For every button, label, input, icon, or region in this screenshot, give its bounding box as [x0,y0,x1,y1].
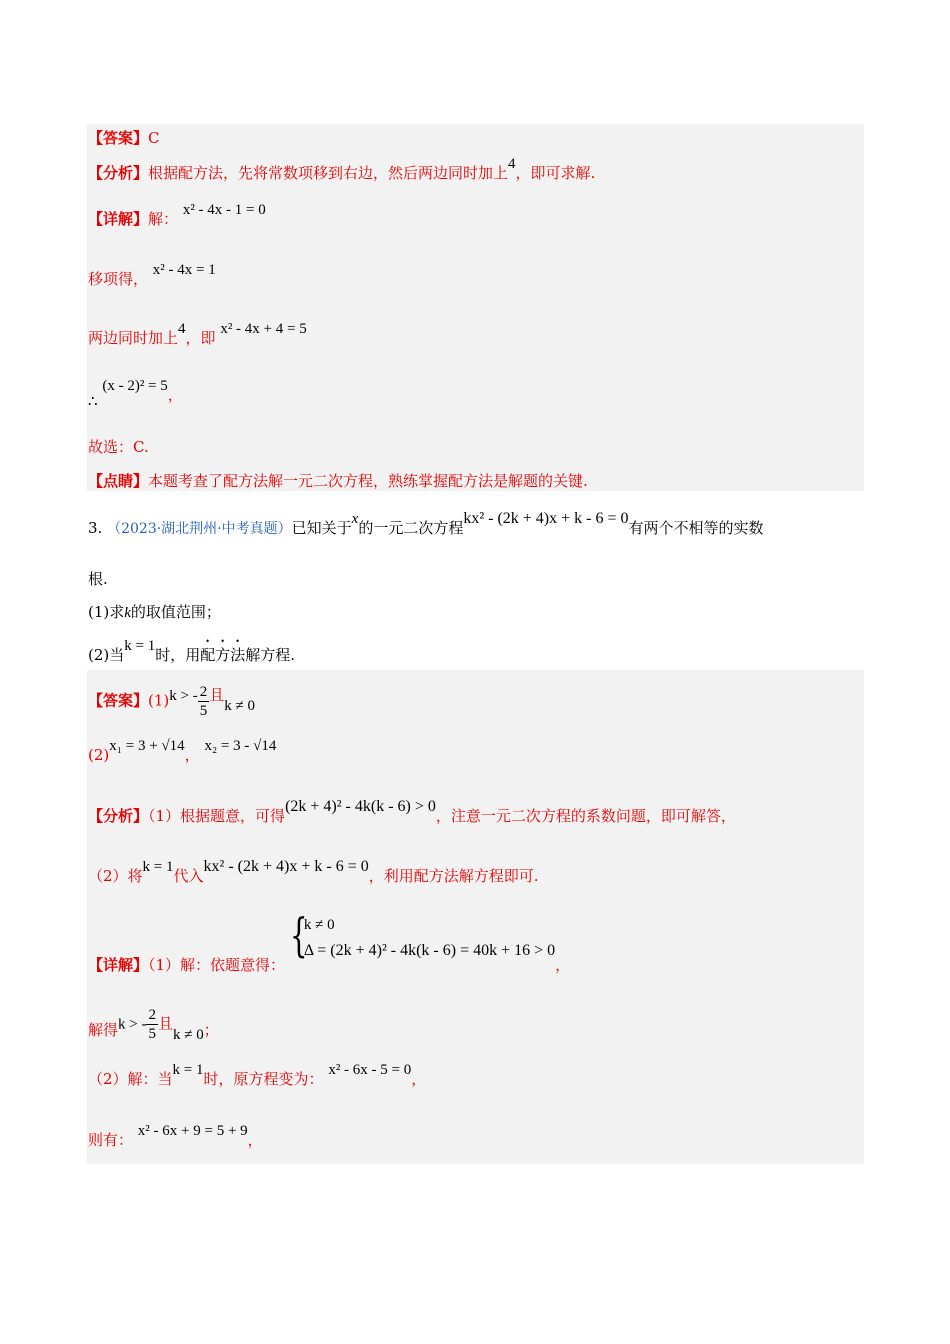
detail-2-line-3 [88,1123,263,1151]
answer-2-fraction [198,683,210,720]
question-3-part-2 [88,637,295,666]
analysis-2-text-a: （1）根据题意，可得 [148,807,286,825]
equation-5: x² - 6x - 5 = 0 [328,1062,412,1078]
detail-2-sub-lead: （2）解：当 [88,1070,173,1088]
question-3-stem [88,510,764,539]
analysis-2-equation: kx² - (2k + 4)x + k - 6 = 0 [203,858,369,875]
answer-line [88,128,160,148]
solve-end: ； [203,1020,219,1039]
detail-2-condition: k = 1 [172,1062,204,1078]
step-add-number: 4 [178,321,186,337]
analysis-text-end: ，即可求解. [515,164,596,182]
answer-2-line [88,683,255,720]
detail-line [88,202,266,230]
question-text-d: 根. [88,570,108,588]
solve-denominator: 5 [148,1026,156,1042]
analysis-2-substitution: k = 1 [142,859,174,875]
equation-6: x² - 6x + 9 = 5 + 9 [137,1123,248,1139]
analysis-2-text-b: ，注意一元二次方程的系数问题，即可解答， [435,807,736,825]
fraction-numerator: 2 [199,684,208,700]
detail-2-text: （1）解：依题意得： [148,956,286,974]
question-text-c: 有两个不相等的实数 [628,519,764,537]
question-3-part-1 [88,602,221,623]
analysis-2-sub-end: ，利用配方法解方程即可. [368,867,539,885]
solve-lead: 解得 [88,1020,119,1039]
choice-line [88,437,149,457]
system-brace: { [289,908,308,962]
detail-lead: 解： [148,210,179,228]
part2-condition: k = 1 [124,638,156,654]
part1-lead: (1)求 [88,603,125,621]
answer-2-roots [88,738,277,766]
detail-tag: 【详解】 [88,210,149,228]
analysis-2-expression: (2k + 4)² - 4k(k - 6) > 0 [285,798,436,815]
solve-numerator: 2 [148,1007,156,1023]
equation-6-comma: ， [247,1131,263,1149]
analysis-text: 根据配方法，先将常数项移到右边，然后两边同时加上 [148,164,509,182]
step-move-lead: 移项得， [88,270,149,288]
analysis-2-sub-lead: （2）将 [88,867,143,885]
part2-emphasis: 配方法 [200,646,246,664]
analysis-number: 4 [508,156,516,172]
part2-text-end: 解方程. [245,646,296,664]
question-number: 3. [88,519,103,537]
fraction-denominator: 5 [199,703,208,719]
part2-lead: (2)当 [88,646,125,664]
solve-inequality: k > - [118,1016,147,1033]
step-add-lead: 两边同时加上 [88,329,179,347]
comment-text: 本题考查了配方法解一元二次方程，熟练掌握配方法是解题的关键. [148,472,588,490]
solve-condition: k ≠ 0 [173,1026,204,1043]
answer-2-part1-lead: (1) [148,691,170,710]
equation-1: x² - 4x - 1 = 0 [182,202,266,218]
question-var-x: x [351,511,359,527]
equation-4: (x - 2)² = 5 [102,378,168,394]
analysis-2-sub-text: 代入 [173,867,204,885]
detail-2-tag: 【详解】 [88,956,149,974]
system-comma: ， [555,956,571,974]
equation-5-comma: ， [411,1070,427,1088]
analysis-2-tag: 【分析】 [88,807,149,825]
answer-2-and: 且 [209,685,225,704]
solve-fraction [146,1006,158,1043]
equation-system [289,908,556,964]
comment-tag: 【点睛】 [88,472,149,490]
equation-4-comma: ， [167,386,183,404]
comment-line [88,471,588,491]
answer-value: C [148,129,160,147]
choice-text: 故选：C. [88,438,149,456]
step-therefore [88,378,183,410]
detail-3-lead: 则有： [88,1131,134,1149]
question-source: （2023·湖北荆州·中考真题） [107,521,292,537]
root-1: x₁ = 3 + √14 [109,738,185,754]
analysis-2-line-1 [88,798,736,827]
root-separator: ， [184,746,200,764]
therefore-symbol: ∴ [88,394,98,410]
question-equation: kx² - (2k + 4)x + k - 6 = 0 [463,510,629,527]
answer-tag: 【答案】 [88,129,149,147]
answer-2-part2-lead: (2) [88,746,110,764]
system-line-1: k ≠ 0 [303,917,335,933]
solve-line [88,1006,219,1043]
answer-2-condition: k ≠ 0 [224,697,255,714]
answer-2-tag: 【答案】 [88,691,149,710]
question-3-stem-end [88,569,108,589]
system-line-2: Δ = (2k + 4)² - 4k(k - 6) = 40k + 16 > 0 [303,942,556,959]
answer-2-inequality: k > - [169,687,198,704]
root-2: x₂ = 3 - √14 [204,738,277,754]
step-add-mid: ，即 [185,329,216,347]
analysis-2-line-2 [88,858,539,887]
step-add-both-sides [88,321,307,349]
equation-2: x² - 4x = 1 [152,262,216,278]
part1-var: k [124,605,131,621]
question-text-a: 已知关于 [291,519,352,537]
step-move-terms [88,262,216,290]
solve-and: 且 [157,1014,173,1033]
part1-text: 的取值范围； [130,603,221,621]
detail-2-line-2 [88,1062,427,1090]
part2-text: 时，用 [155,646,201,664]
analysis-line [88,156,596,184]
analysis-tag: 【分析】 [88,164,149,182]
equation-3: x² - 4x + 4 = 5 [220,321,307,337]
detail-2-line-1 [88,908,571,974]
question-text-b: 的一元二次方程 [358,519,464,537]
detail-2-sub-text: 时，原方程变为： [203,1070,324,1088]
